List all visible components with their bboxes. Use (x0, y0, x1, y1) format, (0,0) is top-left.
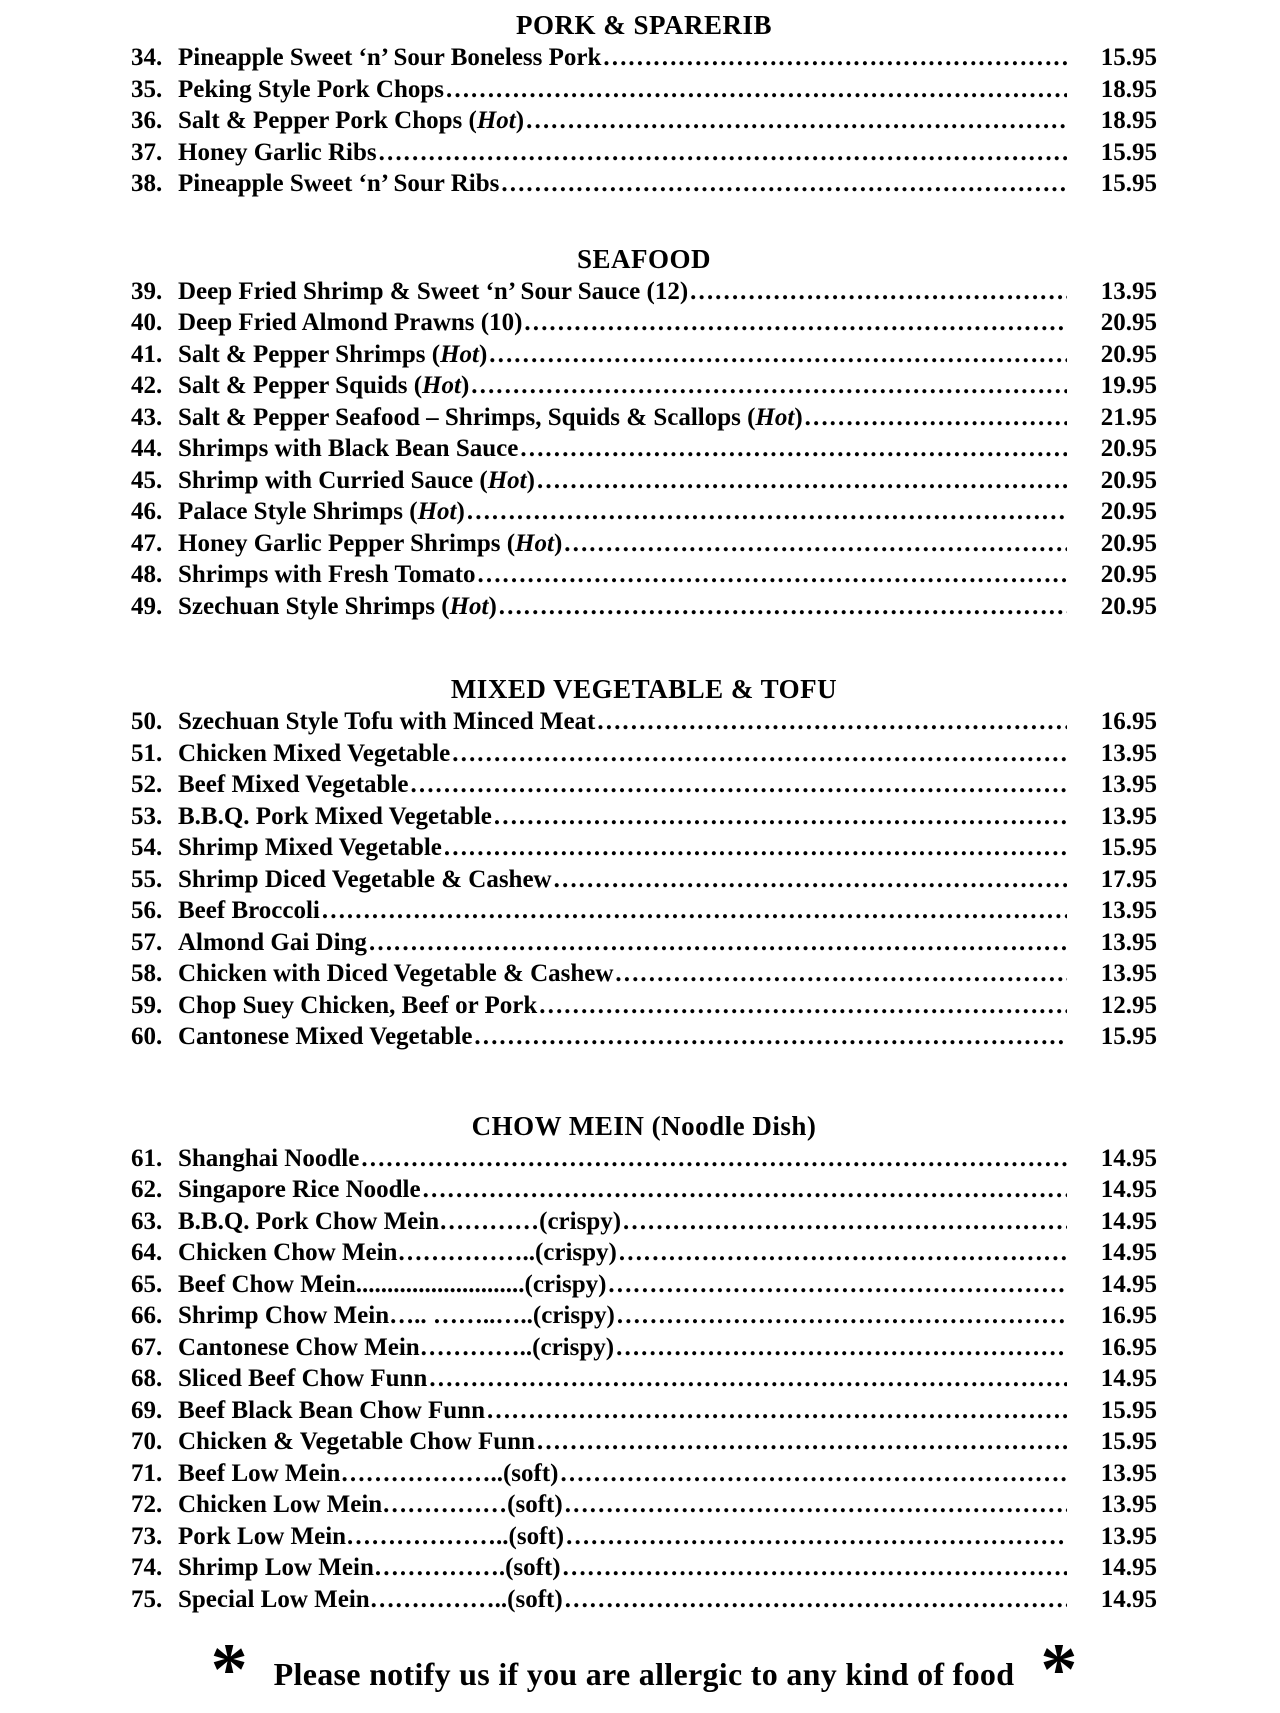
dot-leader (409, 769, 1067, 801)
item-price: 14.95 (1100, 1207, 1157, 1235)
item-price: 16.95 (1100, 1302, 1157, 1329)
item-price: 20.95 (1100, 435, 1157, 462)
menu-item-row (131, 1237, 1157, 1269)
item-price: 19.95 (1100, 372, 1157, 399)
menu-item-row (131, 402, 1157, 434)
item-name: Beef Low Mein………………..(soft) (178, 1459, 559, 1487)
menu-item-row (131, 1174, 1157, 1206)
item-name: Deep Fried Almond Prawns (10) (178, 309, 523, 336)
item-price: 12.95 (1100, 991, 1157, 1019)
item-price: 15.95 (1100, 834, 1157, 861)
item-price: 20.95 (1100, 466, 1157, 494)
menu-item-row (131, 801, 1157, 833)
menu-item-row (131, 706, 1157, 738)
item-name: Shanghai Noodle (178, 1144, 360, 1172)
item-name: B.B.Q. Pork Chow Mein…………(crispy) (178, 1207, 622, 1235)
item-name: Special Low Mein……………..(soft) (178, 1585, 563, 1613)
item-price: 20.95 (1100, 309, 1157, 336)
item-number: 43. (131, 403, 163, 431)
item-price: 17.95 (1100, 865, 1157, 893)
item-name: Shrimps with Black Bean Sauce (178, 435, 519, 462)
item-name: Beef Mixed Vegetable (178, 771, 409, 798)
item-name: Pineapple Sweet ‘n’ Sour Ribs (178, 170, 500, 197)
dot-leader (472, 1021, 1067, 1053)
menu-item-row (131, 864, 1157, 896)
menu-item-row (131, 1552, 1157, 1584)
menu-item-row (131, 1143, 1157, 1175)
item-number: 57. (131, 928, 163, 956)
item-price: 13.95 (1100, 1522, 1157, 1550)
dot-leader (559, 1458, 1068, 1490)
dot-leader (537, 990, 1067, 1022)
item-price: 13.95 (1100, 771, 1157, 798)
item-name: Beef Broccoli (178, 897, 320, 924)
item-price: 18.95 (1100, 107, 1157, 134)
item-name: Honey Garlic Ribs (178, 138, 377, 166)
item-name: B.B.Q. Pork Mixed Vegetable (178, 802, 492, 830)
item-number: 44. (131, 435, 163, 462)
menu-item-row (131, 105, 1157, 137)
dot-leader (535, 1426, 1067, 1458)
item-price: 16.95 (1100, 708, 1157, 735)
item-price: 14.95 (1100, 1585, 1157, 1613)
item-name: Chicken Mixed Vegetable (178, 739, 451, 767)
menu-item-row (131, 370, 1157, 402)
item-price: 13.95 (1100, 802, 1157, 830)
menu-item-row (131, 74, 1157, 106)
menu-item-row (131, 307, 1157, 339)
item-number: 40. (131, 309, 163, 336)
dot-leader (615, 1300, 1067, 1332)
item-number: 37. (131, 138, 163, 166)
menu-item-row (131, 559, 1157, 591)
item-name: Peking Style Pork Chops (178, 75, 445, 103)
menu-section (131, 672, 1157, 1053)
dot-leader (614, 1332, 1067, 1364)
item-price: 13.95 (1100, 897, 1157, 924)
item-price: 20.95 (1100, 340, 1157, 368)
dot-leader (359, 1143, 1067, 1175)
item-number: 49. (131, 592, 163, 620)
item-number: 72. (131, 1491, 163, 1518)
dot-leader (552, 864, 1067, 896)
dot-leader (499, 168, 1067, 200)
item-name: Almond Gai Ding (178, 928, 367, 956)
item-name: Shrimp Low Mein…………….(soft) (178, 1554, 561, 1581)
menu-section (131, 1109, 1157, 1616)
dot-leader (564, 1521, 1067, 1553)
item-price: 13.95 (1100, 739, 1157, 767)
dot-leader (421, 1174, 1067, 1206)
menu-item-row (131, 832, 1157, 864)
item-name: Chicken & Vegetable Chow Funn (178, 1428, 535, 1455)
item-name: Shrimps with Fresh Tomato (178, 561, 476, 588)
menu-item-row (131, 769, 1157, 801)
section-title: CHOW MEIN (Noodle Dish) (471, 1110, 817, 1141)
menu-item-row (131, 1584, 1157, 1616)
allergy-notice: * Please notify us if you are allergic to any kind of food * (210, 1629, 1078, 1711)
dot-leader (469, 370, 1067, 402)
item-number: 34. (131, 44, 163, 71)
allergy-notice-text: Please notify us if you are allergic to any kind of food (273, 1656, 1015, 1692)
item-price: 15.95 (1100, 44, 1157, 71)
menu-item-row (131, 958, 1157, 990)
item-number: 64. (131, 1239, 163, 1266)
menu-item-row (131, 465, 1157, 497)
dot-leader (613, 958, 1067, 990)
item-number: 71. (131, 1459, 163, 1487)
menu-item-row (131, 927, 1157, 959)
menu-item-row (131, 433, 1157, 465)
item-number: 48. (131, 561, 163, 588)
item-number: 56. (131, 897, 163, 924)
dot-leader (562, 528, 1067, 560)
item-name: Deep Fried Shrimp & Sweet ‘n’ Sour Sauce (12) (178, 277, 689, 305)
section-items (131, 706, 1157, 1053)
section-title: PORK & SPARERIB (515, 10, 772, 40)
dot-leader (606, 1269, 1067, 1301)
item-name: Salt & Pepper Seafood – Shrimps, Squids & Scallops (Hot) (178, 403, 803, 431)
item-name: Beef Chow Mein...........................(crispy) (178, 1270, 607, 1298)
menu-item-row (131, 1426, 1157, 1458)
item-number: 60. (131, 1023, 163, 1050)
item-price: 20.95 (1100, 561, 1157, 588)
item-price: 13.95 (1100, 277, 1157, 305)
section-items (131, 42, 1157, 200)
dot-leader (487, 339, 1067, 371)
menu-item-row (131, 339, 1157, 371)
item-name: Honey Garlic Pepper Shrimps (Hot) (178, 529, 563, 557)
item-number: 67. (131, 1333, 163, 1361)
item-name: Chicken Chow Mein……………..(crispy) (178, 1239, 617, 1266)
item-price: 14.95 (1100, 1270, 1157, 1298)
item-name: Shrimp Chow Mein….. ……..…..(crispy) (178, 1302, 615, 1329)
item-number: 41. (131, 340, 163, 368)
item-number: 52. (131, 771, 163, 798)
item-price: 13.95 (1100, 1491, 1157, 1518)
dot-leader (621, 1206, 1067, 1238)
item-name: Shrimp Diced Vegetable & Cashew (178, 865, 552, 893)
dot-leader (601, 42, 1067, 74)
dot-leader (518, 433, 1067, 465)
item-number: 70. (131, 1428, 163, 1455)
menu-item-row (131, 990, 1157, 1022)
item-price: 14.95 (1100, 1176, 1157, 1203)
dot-leader (476, 559, 1067, 591)
menu-item-row (131, 1300, 1157, 1332)
menu-item-row (131, 738, 1157, 770)
item-number: 69. (131, 1396, 163, 1424)
dot-leader (444, 74, 1067, 106)
item-name: Cantonese Mixed Vegetable (178, 1023, 473, 1050)
menu-item-row (131, 1489, 1157, 1521)
dot-leader (561, 1552, 1067, 1584)
item-name: Salt & Pepper Squids (Hot) (178, 372, 470, 399)
item-number: 66. (131, 1302, 163, 1329)
dot-leader (535, 465, 1067, 497)
item-number: 58. (131, 960, 163, 987)
menu-item-row (131, 1395, 1157, 1427)
dot-leader (688, 276, 1067, 308)
item-number: 75. (131, 1585, 163, 1613)
menu-item-row (131, 42, 1157, 74)
item-price: 15.95 (1100, 1428, 1157, 1455)
item-name: Palace Style Shrimps (Hot) (178, 498, 465, 525)
menu-item-row (131, 168, 1157, 200)
dot-leader (492, 801, 1067, 833)
item-number: 39. (131, 277, 163, 305)
item-name: Pork Low Mein………………..(soft) (178, 1522, 565, 1550)
item-name: Cantonese Chow Mein…………..(crispy) (178, 1333, 615, 1361)
item-number: 73. (131, 1522, 163, 1550)
menu-item-row (131, 528, 1157, 560)
item-price: 13.95 (1100, 928, 1157, 956)
item-number: 50. (131, 708, 163, 735)
dot-leader (485, 1395, 1067, 1427)
item-number: 68. (131, 1365, 163, 1392)
menu-item-row (131, 1206, 1157, 1238)
dot-leader (442, 832, 1067, 864)
item-name: Beef Black Bean Chow Funn (178, 1396, 485, 1424)
menu-item-row (131, 496, 1157, 528)
item-number: 74. (131, 1554, 163, 1581)
dot-leader (465, 496, 1067, 528)
item-name: Salt & Pepper Shrimps (Hot) (178, 340, 488, 368)
section-title: SEAFOOD (576, 243, 712, 274)
menu-item-row (131, 895, 1157, 927)
dot-leader (563, 1489, 1067, 1521)
menu-item-row (131, 1521, 1157, 1553)
section-items (131, 1143, 1157, 1616)
item-price: 15.95 (1100, 1396, 1157, 1424)
menu-item-row (131, 1021, 1157, 1053)
menu-item-row (131, 1458, 1157, 1490)
dot-leader (595, 706, 1067, 738)
item-name: Singapore Rice Noodle (178, 1176, 421, 1203)
item-price: 14.95 (1100, 1144, 1157, 1172)
item-price: 20.95 (1100, 498, 1157, 525)
item-number: 47. (131, 529, 163, 557)
menu-section (131, 242, 1157, 623)
item-price: 21.95 (1100, 403, 1157, 431)
item-price: 14.95 (1100, 1239, 1157, 1266)
item-number: 35. (131, 75, 163, 103)
item-number: 61. (131, 1144, 163, 1172)
menu-section (131, 8, 1157, 200)
item-price: 15.95 (1100, 170, 1157, 197)
menu-item-row (131, 1269, 1157, 1301)
item-name: Chicken with Diced Vegetable & Cashew (178, 960, 614, 987)
dot-leader (377, 137, 1067, 169)
menu-item-row (131, 1332, 1157, 1364)
dot-leader (563, 1584, 1067, 1616)
item-number: 45. (131, 466, 163, 494)
item-name: Salt & Pepper Pork Chops (Hot) (178, 107, 525, 134)
menu-sections (131, 8, 1157, 1615)
item-name: Pineapple Sweet ‘n’ Sour Boneless Pork (178, 44, 602, 71)
item-number: 65. (131, 1270, 163, 1298)
item-price: 14.95 (1100, 1554, 1157, 1581)
item-number: 36. (131, 107, 163, 134)
item-number: 62. (131, 1176, 163, 1203)
section-title: MIXED VEGETABLE & TOFU (450, 674, 838, 704)
item-number: 42. (131, 372, 163, 399)
menu-item-row (131, 591, 1157, 623)
item-price: 13.95 (1100, 1459, 1157, 1487)
dot-leader (427, 1363, 1067, 1395)
item-name: Szechuan Style Tofu with Minced Meat (178, 708, 596, 735)
item-name: Chicken Low Mein……………(soft) (178, 1491, 563, 1518)
item-price: 13.95 (1100, 960, 1157, 987)
item-name: Chop Suey Chicken, Beef or Pork (178, 991, 538, 1019)
item-name: Szechuan Style Shrimps (Hot) (178, 592, 497, 620)
menu-item-row (131, 137, 1157, 169)
menu-item-row (131, 276, 1157, 308)
item-number: 59. (131, 991, 163, 1019)
item-number: 53. (131, 802, 163, 830)
dot-leader (320, 895, 1067, 927)
dot-leader (450, 738, 1067, 770)
menu-item-row (131, 1363, 1157, 1395)
item-name: Sliced Beef Chow Funn (178, 1365, 428, 1392)
dot-leader (367, 927, 1067, 959)
item-number: 54. (131, 834, 163, 861)
item-price: 18.95 (1100, 75, 1157, 103)
dot-leader (617, 1237, 1067, 1269)
item-price: 20.95 (1100, 529, 1157, 557)
dot-leader (497, 591, 1067, 623)
item-price: 15.95 (1100, 1023, 1157, 1050)
item-price: 15.95 (1100, 138, 1157, 166)
item-number: 46. (131, 498, 163, 525)
item-number: 63. (131, 1207, 163, 1235)
dot-leader (524, 105, 1067, 137)
item-price: 14.95 (1100, 1365, 1157, 1392)
item-number: 38. (131, 170, 163, 197)
item-price: 20.95 (1100, 592, 1157, 620)
item-price: 16.95 (1100, 1333, 1157, 1361)
dot-leader (522, 307, 1067, 339)
item-number: 55. (131, 865, 163, 893)
dot-leader (803, 402, 1067, 434)
item-name: Shrimp Mixed Vegetable (178, 834, 442, 861)
item-name: Shrimp with Curried Sauce (Hot) (178, 466, 535, 494)
section-items (131, 276, 1157, 623)
item-number: 51. (131, 739, 163, 767)
